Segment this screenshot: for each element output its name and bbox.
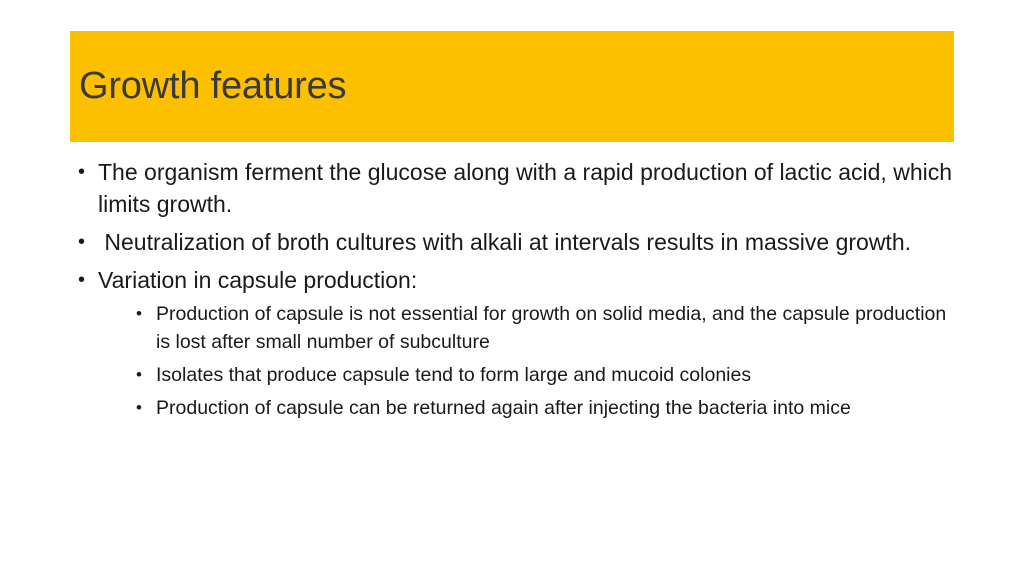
sub-bullet-icon: •: [136, 365, 142, 384]
sub-bullet-icon: •: [136, 304, 142, 323]
sub-bullet-item-1: [98, 300, 958, 356]
bullet-item-2: [78, 226, 958, 258]
slide-title: Growth features: [79, 65, 347, 107]
bullet-icon: •: [78, 231, 86, 253]
sub-bullet-item-3: [98, 394, 958, 422]
title-bar: [70, 31, 954, 142]
bullet-icon: •: [78, 161, 86, 183]
bullet-icon: •: [78, 269, 86, 291]
sub-bullet-text: Production of capsule can be returned again after injecting the bacteria into mice: [156, 397, 851, 419]
bullet-list: [78, 156, 958, 422]
sub-bullet-item-2: [98, 361, 958, 389]
bullet-text: Variation in capsule production:: [98, 267, 418, 293]
bullet-item-3: [78, 264, 958, 422]
slide-content: [78, 156, 958, 428]
sub-bullet-list: [98, 300, 958, 422]
bullet-text: The organism ferment the glucose along with a rapid production of lactic acid, which limits growth.: [98, 159, 953, 217]
bullet-item-1: [78, 156, 958, 220]
sub-bullet-icon: •: [136, 398, 142, 417]
sub-bullet-text: Production of capsule is not essential for growth on solid media, and the capsule production is lost after small number of subculture: [156, 303, 947, 353]
sub-bullet-text: Isolates that produce capsule tend to form large and mucoid colonies: [156, 364, 752, 386]
bullet-text: Neutralization of broth cultures with alkali at intervals results in massive growth.: [98, 229, 912, 255]
